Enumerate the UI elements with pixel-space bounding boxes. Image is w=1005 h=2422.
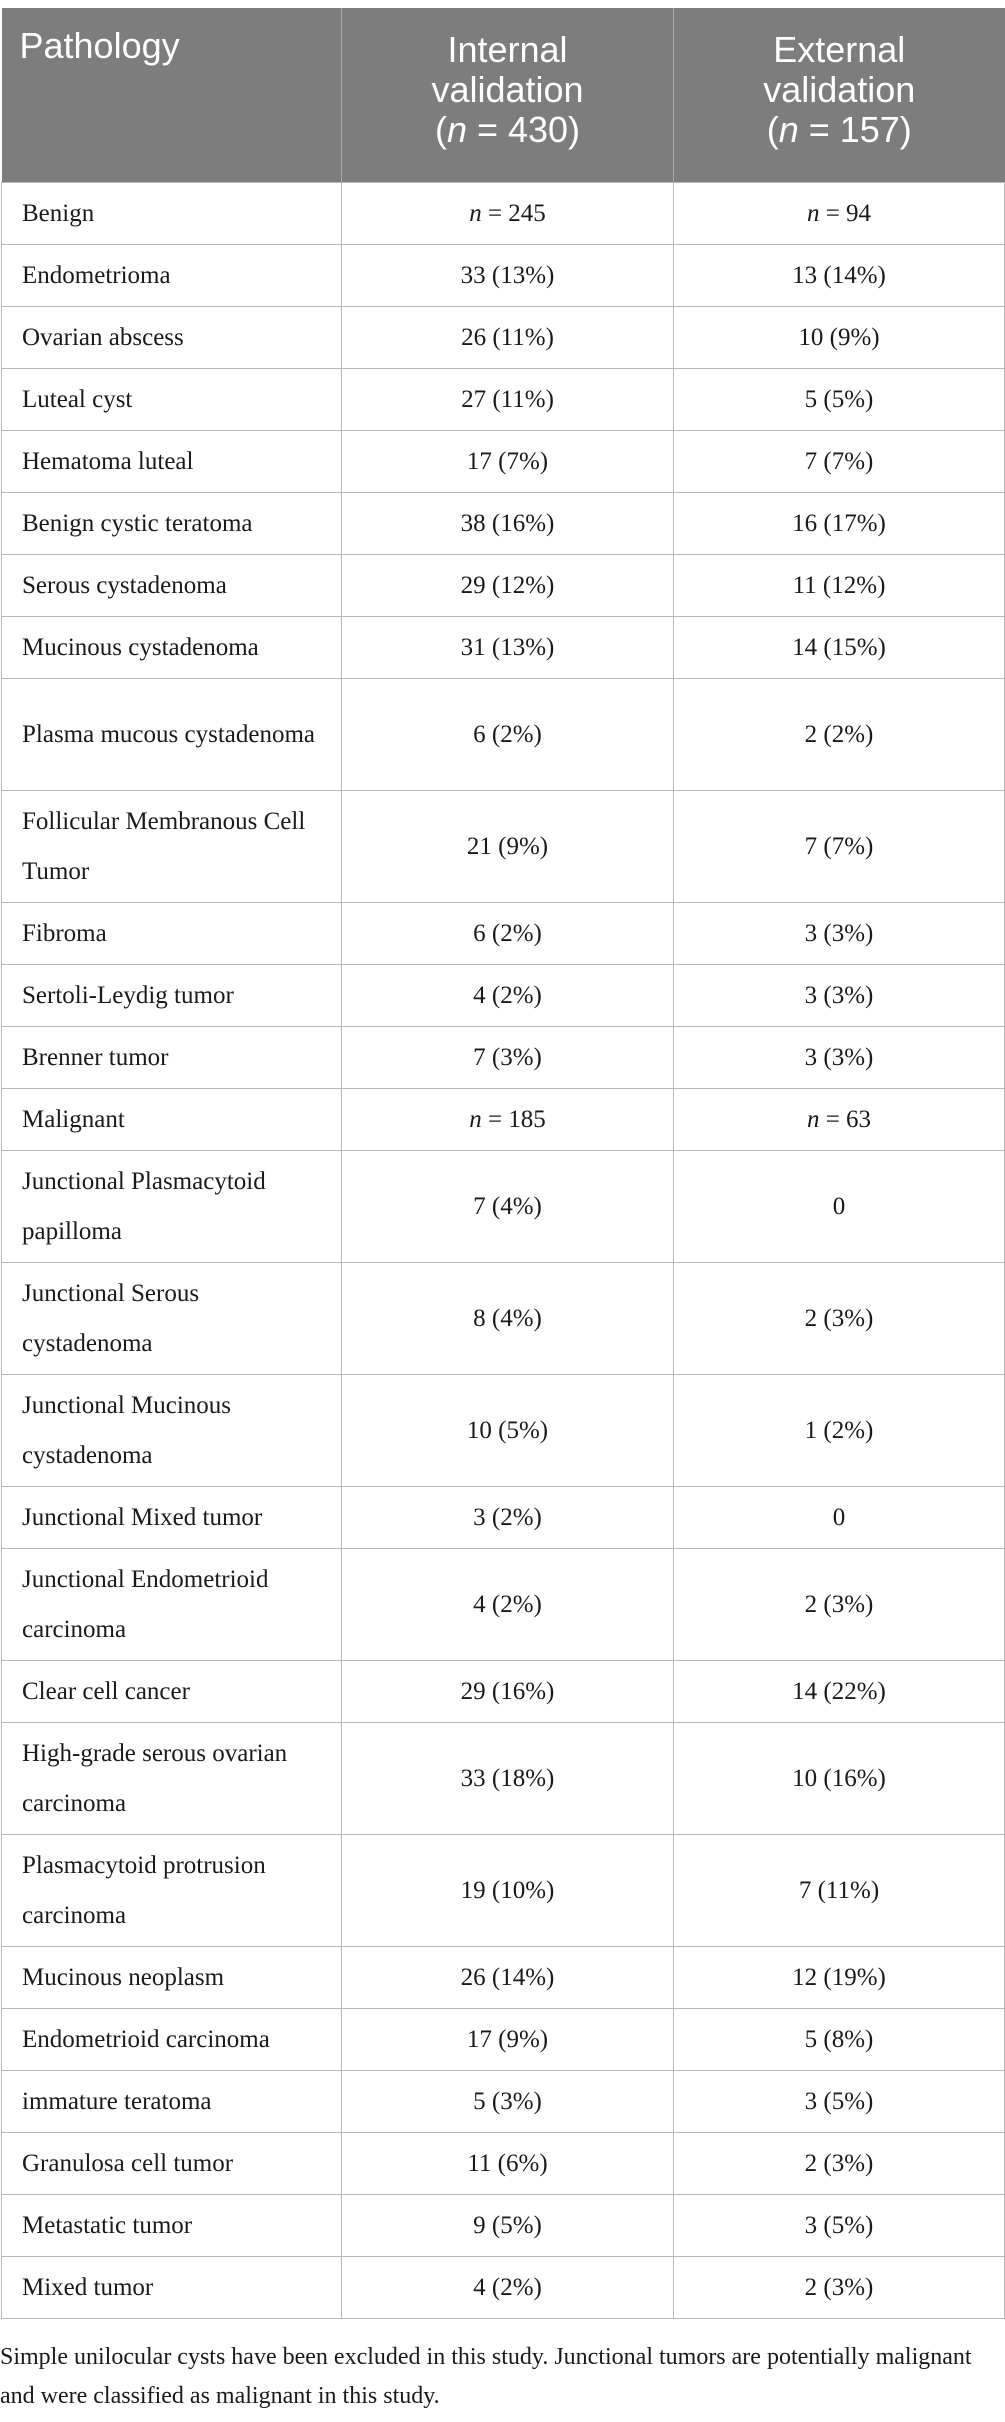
header-internal-n-prefix: ( xyxy=(434,109,447,150)
pathology-cell: Junctional Serous cystadenoma xyxy=(2,1263,342,1375)
table-row xyxy=(2,1263,1005,1375)
pathology-cell: Mucinous neoplasm xyxy=(2,1947,342,2009)
pathology-cell: Clear cell cancer xyxy=(2,1661,342,1723)
internal-validation-cell: 6 (2%) xyxy=(342,903,674,965)
table-row xyxy=(2,1947,1005,2009)
table-row xyxy=(2,1723,1005,1835)
table-row xyxy=(2,679,1005,791)
pathology-cell: Junctional Mixed tumor xyxy=(2,1487,342,1549)
table-row xyxy=(2,965,1005,1027)
pathology-cell: Plasmacytoid protrusion carcinoma xyxy=(2,1835,342,1947)
pathology-cell: Sertoli-Leydig tumor xyxy=(2,965,342,1027)
external-validation-cell: n = 63 xyxy=(674,1089,1005,1151)
n-label: n xyxy=(806,199,820,227)
internal-validation-cell: 17 (7%) xyxy=(342,431,674,493)
internal-validation-cell: 4 (2%) xyxy=(342,965,674,1027)
external-validation-cell: 14 (15%) xyxy=(674,617,1005,679)
table-row xyxy=(2,791,1005,903)
table-row xyxy=(2,2133,1005,2195)
pathology-cell: Mucinous cystadenoma xyxy=(2,617,342,679)
pathology-cell: Serous cystadenoma xyxy=(2,555,342,617)
internal-validation-cell: 17 (9%) xyxy=(342,2009,674,2071)
external-validation-cell: 2 (3%) xyxy=(674,2257,1005,2319)
header-internal-validation xyxy=(342,8,674,183)
internal-validation-cell: 6 (2%) xyxy=(342,679,674,791)
internal-validation-cell: 4 (2%) xyxy=(342,2257,674,2319)
internal-validation-cell: 10 (5%) xyxy=(342,1375,674,1487)
external-validation-cell: 11 (12%) xyxy=(674,555,1005,617)
internal-validation-cell: 4 (2%) xyxy=(342,1549,674,1661)
table-row xyxy=(2,245,1005,307)
pathology-cell: Granulosa cell tumor xyxy=(2,2133,342,2195)
internal-validation-cell: 9 (5%) xyxy=(342,2195,674,2257)
pathology-cell: Junctional Mucinous cystadenoma xyxy=(2,1375,342,1487)
pathology-cell: High-grade serous ovarian carcinoma xyxy=(2,1723,342,1835)
internal-validation-cell: 33 (13%) xyxy=(342,245,674,307)
header-external-n-suffix: = 157) xyxy=(798,109,912,150)
external-validation-cell: 7 (7%) xyxy=(674,431,1005,493)
external-validation-cell: 1 (2%) xyxy=(674,1375,1005,1487)
external-validation-cell: 7 (11%) xyxy=(674,1835,1005,1947)
header-internal-line1: Internal xyxy=(447,29,568,70)
external-validation-cell: 2 (3%) xyxy=(674,1263,1005,1375)
header-internal-n xyxy=(360,110,655,150)
internal-validation-cell: 7 (4%) xyxy=(342,1151,674,1263)
internal-validation-cell: 3 (2%) xyxy=(342,1487,674,1549)
internal-validation-cell: 11 (6%) xyxy=(342,2133,674,2195)
internal-validation-cell: 8 (4%) xyxy=(342,1263,674,1375)
external-validation-cell: 3 (3%) xyxy=(674,903,1005,965)
pathology-cell: Fibroma xyxy=(2,903,342,965)
table-row xyxy=(2,2071,1005,2133)
internal-validation-cell: 33 (18%) xyxy=(342,1723,674,1835)
internal-validation-cell: 26 (11%) xyxy=(342,307,674,369)
external-validation-cell: n = 94 xyxy=(674,183,1005,245)
external-validation-cell: 0 xyxy=(674,1487,1005,1549)
pathology-cell: Benign cystic teratoma xyxy=(2,493,342,555)
table-row xyxy=(2,1027,1005,1089)
internal-validation-cell: 29 (12%) xyxy=(342,555,674,617)
pathology-cell: Junctional Endometrioid carcinoma xyxy=(2,1549,342,1661)
table-row xyxy=(2,903,1005,965)
internal-validation-cell: 26 (14%) xyxy=(342,1947,674,2009)
table-row xyxy=(2,1375,1005,1487)
header-pathology: Pathology xyxy=(2,8,342,183)
external-validation-cell: 2 (3%) xyxy=(674,2133,1005,2195)
table-row xyxy=(2,1549,1005,1661)
pathology-cell: Brenner tumor xyxy=(2,1027,342,1089)
external-validation-cell: 13 (14%) xyxy=(674,245,1005,307)
external-validation-cell: 3 (5%) xyxy=(674,2071,1005,2133)
external-validation-cell: 10 (16%) xyxy=(674,1723,1005,1835)
table-row xyxy=(2,1151,1005,1263)
pathology-cell: immature teratoma xyxy=(2,2071,342,2133)
n-label: n xyxy=(469,1105,482,1133)
table-row xyxy=(2,617,1005,679)
pathology-cell: Plasma mucous cystadenoma xyxy=(2,679,342,791)
table-row xyxy=(2,307,1005,369)
table-row xyxy=(2,369,1005,431)
header-internal-line2: validation xyxy=(431,69,584,110)
table-row xyxy=(2,1835,1005,1947)
table-footnote: Simple unilocular cysts have been excluded in this study. Junctional tumors are potentially malignant and were classified as malignant in this study. xyxy=(0,2344,972,2409)
table-row xyxy=(2,1661,1005,1723)
pathology-table-container xyxy=(1,8,1004,2319)
external-validation-cell: 14 (22%) xyxy=(674,1661,1005,1723)
pathology-cell: Metastatic tumor xyxy=(2,2195,342,2257)
pathology-cell: Mixed tumor xyxy=(2,2257,342,2319)
pathology-table xyxy=(1,8,1005,2319)
internal-validation-cell: 5 (3%) xyxy=(342,2071,674,2133)
internal-validation-cell: 21 (9%) xyxy=(342,791,674,903)
external-validation-cell: 3 (5%) xyxy=(674,2195,1005,2257)
header-internal-n-italic: n xyxy=(446,109,467,150)
header-external-n-italic: n xyxy=(778,109,799,150)
external-validation-cell: 16 (17%) xyxy=(674,493,1005,555)
pathology-cell: Hematoma luteal xyxy=(2,431,342,493)
external-validation-cell: 3 (3%) xyxy=(674,965,1005,1027)
header-external-n-prefix: ( xyxy=(766,109,779,150)
external-validation-cell: 12 (19%) xyxy=(674,1947,1005,2009)
external-validation-cell: 0 xyxy=(674,1151,1005,1263)
table-row xyxy=(2,1487,1005,1549)
header-external-line1: External xyxy=(773,29,906,70)
n-label: n xyxy=(469,199,482,227)
internal-validation-cell: 31 (13%) xyxy=(342,617,674,679)
table-row xyxy=(2,2009,1005,2071)
header-external-line2: validation xyxy=(763,69,916,110)
pathology-cell: Ovarian abscess xyxy=(2,307,342,369)
table-header xyxy=(2,8,1005,183)
table-group-row xyxy=(2,1089,1005,1151)
external-validation-cell: 7 (7%) xyxy=(674,791,1005,903)
pathology-cell: Junctional Plasmacytoid papilloma xyxy=(2,1151,342,1263)
header-external-n xyxy=(692,110,987,150)
external-validation-cell: 2 (2%) xyxy=(674,679,1005,791)
pathology-cell: Follicular Membranous Cell Tumor xyxy=(2,791,342,903)
internal-validation-cell: 38 (16%) xyxy=(342,493,674,555)
external-validation-cell: 5 (5%) xyxy=(674,369,1005,431)
table-row xyxy=(2,2257,1005,2319)
n-label: n xyxy=(806,1105,820,1133)
external-validation-cell: 2 (3%) xyxy=(674,1549,1005,1661)
header-external-validation xyxy=(674,8,1005,183)
table-row xyxy=(2,493,1005,555)
internal-validation-cell: n = 185 xyxy=(342,1089,674,1151)
internal-validation-cell: 7 (3%) xyxy=(342,1027,674,1089)
table-row xyxy=(2,431,1005,493)
pathology-cell: Endometrioid carcinoma xyxy=(2,2009,342,2071)
pathology-cell: Malignant xyxy=(2,1089,342,1151)
pathology-cell: Luteal cyst xyxy=(2,369,342,431)
internal-validation-cell: n = 245 xyxy=(342,183,674,245)
internal-validation-cell: 29 (16%) xyxy=(342,1661,674,1723)
external-validation-cell: 5 (8%) xyxy=(674,2009,1005,2071)
pathology-cell: Benign xyxy=(2,183,342,245)
header-row xyxy=(2,8,1005,183)
table-group-row xyxy=(2,183,1005,245)
internal-validation-cell: 19 (10%) xyxy=(342,1835,674,1947)
external-validation-cell: 3 (3%) xyxy=(674,1027,1005,1089)
header-internal-n-suffix: = 430) xyxy=(466,109,581,150)
internal-validation-cell: 27 (11%) xyxy=(342,369,674,431)
table-row xyxy=(2,2195,1005,2257)
external-validation-cell: 10 (9%) xyxy=(674,307,1005,369)
pathology-cell: Endometrioma xyxy=(2,245,342,307)
table-body xyxy=(2,183,1005,2319)
table-row xyxy=(2,555,1005,617)
